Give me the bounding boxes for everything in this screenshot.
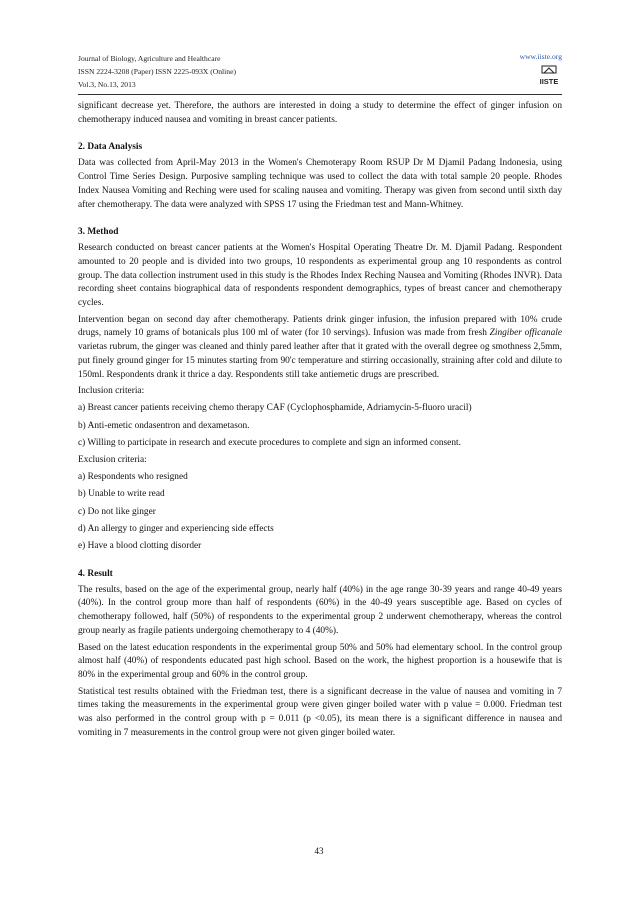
journal-header <box>78 52 562 92</box>
method-p2-before: Intervention began on second day after chemotherapy. Patients drink ginger infusion, the infusion prepared with 10% crude drugs, namely 10 grams of botanicals plus 100 ml of water (for 10 servings). Infusion was made from fresh <box>78 314 562 339</box>
inclusion-label: Inclusion criteria: <box>78 386 145 397</box>
intro-paragraph: significant decrease yet. Therefore, the authors are interested in doing a study to determine the effect of ginger infusion on chemotherapy induced nausea and vomiting in breast cancer patients. <box>78 101 562 125</box>
method-paragraph-2 <box>78 314 562 383</box>
section-heading-data-analysis: 2. Data Analysis <box>78 142 143 153</box>
inclusion-item: c) Willing to participate in research and execute procedures to complete and sign an informed consent. <box>78 437 461 448</box>
method-p2-after: varietas rubrum, the ginger was cleaned and thinly pared leather after that it grated with the overall degree og smothness 2,5mm, put finely ground ginger for 15 minutes starting from 90'c temperature and stirring occasionally, straining after cold and dilute to 150ml. Respondents drank it thrice a day. Respondents still take antiemetic drugs are prescribed. <box>78 342 562 380</box>
section-heading-method: 3. Method <box>78 227 119 238</box>
journal-issn: ISSN 2224-3208 (Paper) ISSN 2225-093X (Online) <box>78 67 236 76</box>
journal-volume: Vol.3, No.13, 2013 <box>78 80 136 89</box>
exclusion-item: a) Respondents who resigned <box>78 472 188 483</box>
header-divider <box>78 94 562 95</box>
method-paragraph-1: Research conducted on breast cancer patients at the Women's Hospital Operating Theatre Dr. M. Djamil Padang. Respondent amounted to 20 people and is divided into two groups, 10 respondents as experimental group ang 10 respondents as control group. The data collection instrument used in this study is the Rhodes Index Reching Nausea and Vomiting (Rhodes INVR). Data recording sheet contains biographical data of respondents respondent demographics, types of breast cancer and chemotherapy cycles. <box>78 243 562 309</box>
species-name: Zingiber officanale <box>489 328 562 339</box>
svg-text:IISTE: IISTE <box>539 77 559 86</box>
result-paragraph-3: Statistical test results obtained with the Friedman test, there is a significant decrease in the value of nausea and vomiting in 7 times taking the measurements in the experimental group were given ginger boiled water with p value = 0.000. Friedman test was also performed in the control group with p = 0.011 (p <0.05), its mean there is a significant difference in nausea and vomiting in 7 measurements in the control group were not given ginger boiled water. <box>78 686 562 738</box>
exclusion-item: d) An allergy to ginger and experiencing side effects <box>78 523 274 534</box>
page-number: 43 <box>314 846 324 856</box>
exclusion-label: Exclusion criteria: <box>78 455 147 466</box>
exclusion-item: b) Unable to write read <box>78 489 165 500</box>
result-paragraph-1: The results, based on the age of the experimental group, nearly half (40%) in the age range 30-39 years and range 40-49 years (40%). In the control group more than half of respondents (60%) in the 40-49 years susceptible age. Based on cycles of chemotherapy followed, half (50%) of respondents to the experimental group 2 underwent chemotherapy, whereas the control group nearly as fragile patients undergoing chemotherapy to 4 (40%). <box>78 584 562 636</box>
article-body <box>78 100 562 744</box>
exclusion-item: e) Have a blood clotting disorder <box>78 541 202 552</box>
data-analysis-paragraph: Data was collected from April-May 2013 in the Women's Chemoterapy Room RSUP Dr M Djamil Padang Indonesia, using Control Time Series Design. Purposive sampling technique was used to collect the data with total sample 20 people. Rhodes Index Nausea Vomiting and Reching were used for scaling nausea and vomiting. Therapy was given from second until sixth day after chemotherapy. The data were analyzed with SPSS 17 using the Friedman test and Mann-Whitney. <box>78 158 562 210</box>
section-heading-result: 4. Result <box>78 568 113 579</box>
inclusion-item: a) Breast cancer patients receiving chemo therapy CAF (Cyclophosphamide, Adriamycin-5-fluoro uracil) <box>78 403 472 414</box>
result-paragraph-2: Based on the latest education respondents in the experimental group 50% and 50% had elementary school. In the control group almost half (40%) of respondents educated past high school. Based on the work, the highest proportion is a housewife that is 80% in the experimental group and 60% in the control group. <box>78 642 562 680</box>
journal-title: Journal of Biology, Agriculture and Healthcare <box>78 54 221 63</box>
exclusion-item: c) Do not like ginger <box>78 506 156 517</box>
inclusion-item: b) Anti-emetic ondasentron and dexametason. <box>78 420 250 431</box>
journal-url-link[interactable]: www.iiste.org <box>519 52 562 61</box>
iiste-logo <box>538 65 560 87</box>
